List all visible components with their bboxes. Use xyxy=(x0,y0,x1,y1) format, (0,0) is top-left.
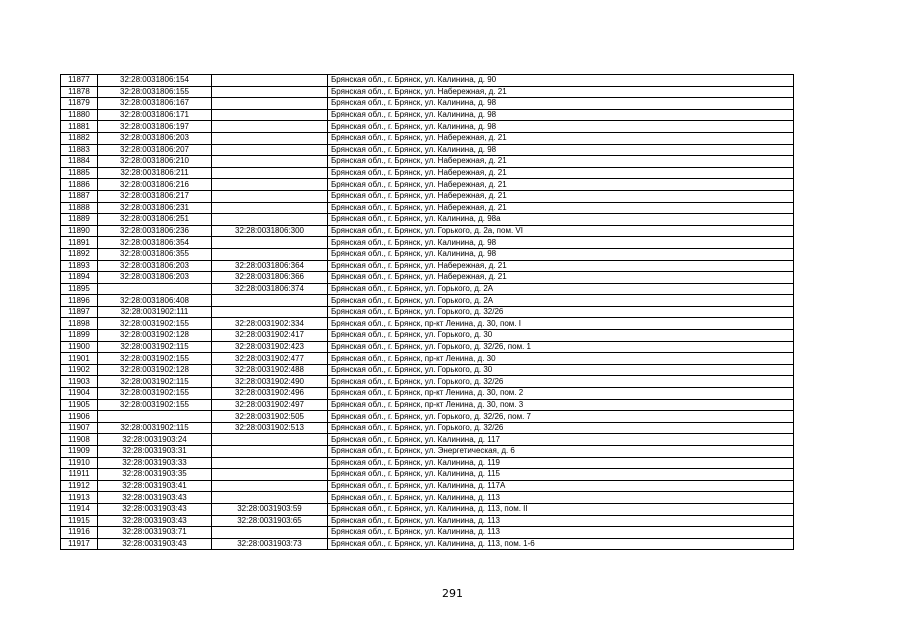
land-plot-cadastral-cell: 32:28:0031806:210 xyxy=(98,156,212,168)
land-plot-cadastral-cell: 32:28:0031902:155 xyxy=(98,353,212,365)
object-cadastral-cell xyxy=(212,75,328,87)
address-cell: Брянская обл., г. Брянск, ул. Калинина, д. 98а xyxy=(328,214,794,226)
land-plot-cadastral-cell: 32:28:0031903:43 xyxy=(98,515,212,527)
address-cell: Брянская обл., г. Брянск, ул. Калинина, д. 98 xyxy=(328,237,794,249)
row-number-cell: 11888 xyxy=(61,202,98,214)
object-cadastral-cell xyxy=(212,457,328,469)
land-plot-cadastral-cell: 32:28:0031806:236 xyxy=(98,225,212,237)
address-cell: Брянская обл., г. Брянск, ул. Калинина, д. 113 xyxy=(328,492,794,504)
object-cadastral-cell xyxy=(212,434,328,446)
land-plot-cadastral-cell: 32:28:0031806:211 xyxy=(98,167,212,179)
address-cell: Брянская обл., г. Брянск, ул. Набережная, д. 21 xyxy=(328,260,794,272)
row-number-cell: 11906 xyxy=(61,411,98,423)
row-number-cell: 11904 xyxy=(61,388,98,400)
land-plot-cadastral-cell: 32:28:0031903:43 xyxy=(98,538,212,550)
object-cadastral-cell xyxy=(212,190,328,202)
table-row xyxy=(61,446,794,458)
row-number-cell: 11894 xyxy=(61,272,98,284)
address-cell: Брянская обл., г. Брянск, ул. Калинина, д. 113, пом. 1-6 xyxy=(328,538,794,550)
table-row xyxy=(61,214,794,226)
row-number-cell: 11907 xyxy=(61,422,98,434)
row-number-cell: 11903 xyxy=(61,376,98,388)
address-cell: Брянская обл., г. Брянск, ул. Набережная, д. 21 xyxy=(328,179,794,191)
row-number-cell: 11916 xyxy=(61,527,98,539)
address-cell: Брянская обл., г. Брянск, ул. Калинина, д. 119 xyxy=(328,457,794,469)
address-cell: Брянская обл., г. Брянск, пр-кт Ленина, д. 30, пом. I xyxy=(328,318,794,330)
object-cadastral-cell xyxy=(212,144,328,156)
table-row xyxy=(61,376,794,388)
row-number-cell: 11892 xyxy=(61,248,98,260)
land-plot-cadastral-cell: 32:28:0031903:31 xyxy=(98,446,212,458)
row-number-cell: 11899 xyxy=(61,330,98,342)
land-plot-cadastral-cell: 32:28:0031806:197 xyxy=(98,121,212,133)
table-row xyxy=(61,353,794,365)
address-cell: Брянская обл., г. Брянск, ул. Набережная, д. 21 xyxy=(328,156,794,168)
row-number-cell: 11879 xyxy=(61,98,98,110)
object-cadastral-cell: 32:28:0031806:300 xyxy=(212,225,328,237)
address-cell: Брянская обл., г. Брянск, ул. Калинина, д. 98 xyxy=(328,144,794,156)
land-plot-cadastral-cell: 32:28:0031902:155 xyxy=(98,399,212,411)
object-cadastral-cell: 32:28:0031902:490 xyxy=(212,376,328,388)
object-cadastral-cell xyxy=(212,86,328,98)
row-number-cell: 11911 xyxy=(61,469,98,481)
object-cadastral-cell xyxy=(212,156,328,168)
address-cell: Брянская обл., г. Брянск, ул. Энергетическая, д. 6 xyxy=(328,446,794,458)
land-plot-cadastral-cell xyxy=(98,283,212,295)
address-cell: Брянская обл., г. Брянск, ул. Калинина, д. 113 xyxy=(328,515,794,527)
address-cell: Брянская обл., г. Брянск, ул. Набережная, д. 21 xyxy=(328,167,794,179)
table-row xyxy=(61,503,794,515)
table-row xyxy=(61,260,794,272)
address-cell: Брянская обл., г. Брянск, ул. Калинина, д. 113, пом. II xyxy=(328,503,794,515)
row-number-cell: 11890 xyxy=(61,225,98,237)
table-row xyxy=(61,121,794,133)
land-plot-cadastral-cell: 32:28:0031902:128 xyxy=(98,364,212,376)
object-cadastral-cell xyxy=(212,446,328,458)
row-number-cell: 11912 xyxy=(61,480,98,492)
table-row xyxy=(61,480,794,492)
table-row xyxy=(61,306,794,318)
table-row xyxy=(61,132,794,144)
land-plot-cadastral-cell: 32:28:0031902:115 xyxy=(98,341,212,353)
row-number-cell: 11908 xyxy=(61,434,98,446)
table-row xyxy=(61,179,794,191)
object-cadastral-cell xyxy=(212,306,328,318)
address-cell: Брянская обл., г. Брянск, пр-кт Ленина, д. 30, пом. 2 xyxy=(328,388,794,400)
row-number-cell: 11895 xyxy=(61,283,98,295)
address-cell: Брянская обл., г. Брянск, ул. Горького, д. 2А xyxy=(328,283,794,295)
row-number-cell: 11901 xyxy=(61,353,98,365)
object-cadastral-cell xyxy=(212,237,328,249)
row-number-cell: 11882 xyxy=(61,132,98,144)
address-cell: Брянская обл., г. Брянск, ул. Калинина, д. 115 xyxy=(328,469,794,481)
land-plot-cadastral-cell: 32:28:0031806:355 xyxy=(98,248,212,260)
table-row xyxy=(61,330,794,342)
land-plot-cadastral-cell: 32:28:0031903:24 xyxy=(98,434,212,446)
row-number-cell: 11883 xyxy=(61,144,98,156)
table-row xyxy=(61,434,794,446)
object-cadastral-cell xyxy=(212,480,328,492)
row-number-cell: 11891 xyxy=(61,237,98,249)
address-cell: Брянская обл., г. Брянск, ул. Калинина, д. 98 xyxy=(328,109,794,121)
object-cadastral-cell: 32:28:0031902:513 xyxy=(212,422,328,434)
object-cadastral-cell: 32:28:0031806:374 xyxy=(212,283,328,295)
row-number-cell: 11878 xyxy=(61,86,98,98)
table-row xyxy=(61,283,794,295)
land-plot-cadastral-cell: 32:28:0031902:111 xyxy=(98,306,212,318)
table-row xyxy=(61,272,794,284)
object-cadastral-cell: 32:28:0031902:417 xyxy=(212,330,328,342)
row-number-cell: 11880 xyxy=(61,109,98,121)
address-cell: Брянская обл., г. Брянск, ул. Горького, д. 32/26, пом. 7 xyxy=(328,411,794,423)
land-plot-cadastral-cell: 32:28:0031806:171 xyxy=(98,109,212,121)
row-number-cell: 11884 xyxy=(61,156,98,168)
table-row xyxy=(61,411,794,423)
row-number-cell: 11900 xyxy=(61,341,98,353)
address-cell: Брянская обл., г. Брянск, ул. Калинина, д. 98 xyxy=(328,98,794,110)
land-plot-cadastral-cell: 32:28:0031806:167 xyxy=(98,98,212,110)
land-plot-cadastral-cell: 32:28:0031902:155 xyxy=(98,318,212,330)
row-number-cell: 11885 xyxy=(61,167,98,179)
object-cadastral-cell: 32:28:0031902:497 xyxy=(212,399,328,411)
registry-table-body xyxy=(61,75,794,550)
land-plot-cadastral-cell: 32:28:0031806:203 xyxy=(98,132,212,144)
table-row xyxy=(61,156,794,168)
land-plot-cadastral-cell: 32:28:0031902:155 xyxy=(98,388,212,400)
table-row xyxy=(61,190,794,202)
land-plot-cadastral-cell: 32:28:0031806:203 xyxy=(98,260,212,272)
land-plot-cadastral-cell: 32:28:0031806:155 xyxy=(98,86,212,98)
land-plot-cadastral-cell: 32:28:0031902:115 xyxy=(98,422,212,434)
row-number-cell: 11905 xyxy=(61,399,98,411)
land-plot-cadastral-cell: 32:28:0031903:33 xyxy=(98,457,212,469)
address-cell: Брянская обл., г. Брянск, ул. Набережная, д. 21 xyxy=(328,86,794,98)
object-cadastral-cell xyxy=(212,469,328,481)
table-row xyxy=(61,86,794,98)
row-number-cell: 11902 xyxy=(61,364,98,376)
object-cadastral-cell: 32:28:0031903:59 xyxy=(212,503,328,515)
address-cell: Брянская обл., г. Брянск, ул. Калинина, д. 90 xyxy=(328,75,794,87)
land-plot-cadastral-cell: 32:28:0031806:408 xyxy=(98,295,212,307)
table-row xyxy=(61,318,794,330)
address-cell: Брянская обл., г. Брянск, пр-кт Ленина, д. 30, пом. 3 xyxy=(328,399,794,411)
row-number-cell: 11898 xyxy=(61,318,98,330)
land-plot-cadastral-cell: 32:28:0031806:217 xyxy=(98,190,212,202)
address-cell: Брянская обл., г. Брянск, ул. Калинина, д. 113 xyxy=(328,527,794,539)
table-row xyxy=(61,422,794,434)
land-plot-cadastral-cell xyxy=(98,411,212,423)
land-plot-cadastral-cell: 32:28:0031806:354 xyxy=(98,237,212,249)
table-row xyxy=(61,202,794,214)
table-row xyxy=(61,295,794,307)
table-row xyxy=(61,364,794,376)
row-number-cell: 11896 xyxy=(61,295,98,307)
address-cell: Брянская обл., г. Брянск, ул. Калинина, д. 117А xyxy=(328,480,794,492)
registry-table xyxy=(60,74,794,550)
object-cadastral-cell xyxy=(212,167,328,179)
address-cell: Брянская обл., г. Брянск, ул. Горького, д. 2А xyxy=(328,295,794,307)
table-row xyxy=(61,109,794,121)
address-cell: Брянская обл., г. Брянск, ул. Калинина, д. 98 xyxy=(328,121,794,133)
object-cadastral-cell: 32:28:0031902:334 xyxy=(212,318,328,330)
table-row xyxy=(61,341,794,353)
row-number-cell: 11886 xyxy=(61,179,98,191)
address-cell: Брянская обл., г. Брянск, ул. Калинина, д. 117 xyxy=(328,434,794,446)
object-cadastral-cell: 32:28:0031806:364 xyxy=(212,260,328,272)
row-number-cell: 11893 xyxy=(61,260,98,272)
land-plot-cadastral-cell: 32:28:0031903:35 xyxy=(98,469,212,481)
row-number-cell: 11914 xyxy=(61,503,98,515)
row-number-cell: 11913 xyxy=(61,492,98,504)
address-cell: Брянская обл., г. Брянск, ул. Горького, д. 32/26 xyxy=(328,376,794,388)
table-row xyxy=(61,492,794,504)
object-cadastral-cell xyxy=(212,248,328,260)
object-cadastral-cell: 32:28:0031902:505 xyxy=(212,411,328,423)
table-row xyxy=(61,388,794,400)
land-plot-cadastral-cell: 32:28:0031806:203 xyxy=(98,272,212,284)
address-cell: Брянская обл., г. Брянск, ул. Набережная, д. 21 xyxy=(328,202,794,214)
address-cell: Брянская обл., г. Брянск, ул. Набережная, д. 21 xyxy=(328,190,794,202)
address-cell: Брянская обл., г. Брянск, ул. Горького, д. 2а, пом. VI xyxy=(328,225,794,237)
land-plot-cadastral-cell: 32:28:0031902:115 xyxy=(98,376,212,388)
row-number-cell: 11897 xyxy=(61,306,98,318)
table-row xyxy=(61,399,794,411)
land-plot-cadastral-cell: 32:28:0031903:71 xyxy=(98,527,212,539)
table-row xyxy=(61,237,794,249)
land-plot-cadastral-cell: 32:28:0031902:128 xyxy=(98,330,212,342)
table-row xyxy=(61,144,794,156)
land-plot-cadastral-cell: 32:28:0031806:216 xyxy=(98,179,212,191)
object-cadastral-cell xyxy=(212,132,328,144)
table-row xyxy=(61,225,794,237)
row-number-cell: 11915 xyxy=(61,515,98,527)
land-plot-cadastral-cell: 32:28:0031806:207 xyxy=(98,144,212,156)
object-cadastral-cell: 32:28:0031902:488 xyxy=(212,364,328,376)
table-row xyxy=(61,538,794,550)
object-cadastral-cell xyxy=(212,98,328,110)
table-row xyxy=(61,248,794,260)
land-plot-cadastral-cell: 32:28:0031903:43 xyxy=(98,503,212,515)
address-cell: Брянская обл., г. Брянск, ул. Набережная, д. 21 xyxy=(328,132,794,144)
table-row xyxy=(61,469,794,481)
address-cell: Брянская обл., г. Брянск, ул. Набережная, д. 21 xyxy=(328,272,794,284)
page-number: 291 xyxy=(442,587,463,600)
address-cell: Брянская обл., г. Брянск, ул. Горького, д. 32/26 xyxy=(328,306,794,318)
object-cadastral-cell xyxy=(212,202,328,214)
address-cell: Брянская обл., г. Брянск, ул. Горького, д. 32/26 xyxy=(328,422,794,434)
object-cadastral-cell: 32:28:0031902:496 xyxy=(212,388,328,400)
object-cadastral-cell xyxy=(212,295,328,307)
object-cadastral-cell: 32:28:0031902:477 xyxy=(212,353,328,365)
object-cadastral-cell: 32:28:0031902:423 xyxy=(212,341,328,353)
address-cell: Брянская обл., г. Брянск, ул. Горького, д. 32/26, пом. 1 xyxy=(328,341,794,353)
address-cell: Брянская обл., г. Брянск, ул. Горького, д. 30 xyxy=(328,330,794,342)
land-plot-cadastral-cell: 32:28:0031903:41 xyxy=(98,480,212,492)
row-number-cell: 11917 xyxy=(61,538,98,550)
object-cadastral-cell xyxy=(212,121,328,133)
object-cadastral-cell xyxy=(212,214,328,226)
table-row xyxy=(61,527,794,539)
row-number-cell: 11877 xyxy=(61,75,98,87)
table-row xyxy=(61,98,794,110)
table-row xyxy=(61,75,794,87)
address-cell: Брянская обл., г. Брянск, ул. Горького, д. 30 xyxy=(328,364,794,376)
land-plot-cadastral-cell: 32:28:0031903:43 xyxy=(98,492,212,504)
object-cadastral-cell xyxy=(212,527,328,539)
address-cell: Брянская обл., г. Брянск, пр-кт Ленина, д. 30 xyxy=(328,353,794,365)
land-plot-cadastral-cell: 32:28:0031806:154 xyxy=(98,75,212,87)
row-number-cell: 11881 xyxy=(61,121,98,133)
table-row xyxy=(61,515,794,527)
land-plot-cadastral-cell: 32:28:0031806:231 xyxy=(98,202,212,214)
object-cadastral-cell xyxy=(212,109,328,121)
land-plot-cadastral-cell: 32:28:0031806:251 xyxy=(98,214,212,226)
row-number-cell: 11887 xyxy=(61,190,98,202)
row-number-cell: 11909 xyxy=(61,446,98,458)
address-cell: Брянская обл., г. Брянск, ул. Калинина, д. 98 xyxy=(328,248,794,260)
object-cadastral-cell: 32:28:0031903:73 xyxy=(212,538,328,550)
object-cadastral-cell xyxy=(212,492,328,504)
table-row xyxy=(61,167,794,179)
object-cadastral-cell xyxy=(212,179,328,191)
row-number-cell: 11910 xyxy=(61,457,98,469)
object-cadastral-cell: 32:28:0031903:65 xyxy=(212,515,328,527)
table-row xyxy=(61,457,794,469)
row-number-cell: 11889 xyxy=(61,214,98,226)
object-cadastral-cell: 32:28:0031806:366 xyxy=(212,272,328,284)
